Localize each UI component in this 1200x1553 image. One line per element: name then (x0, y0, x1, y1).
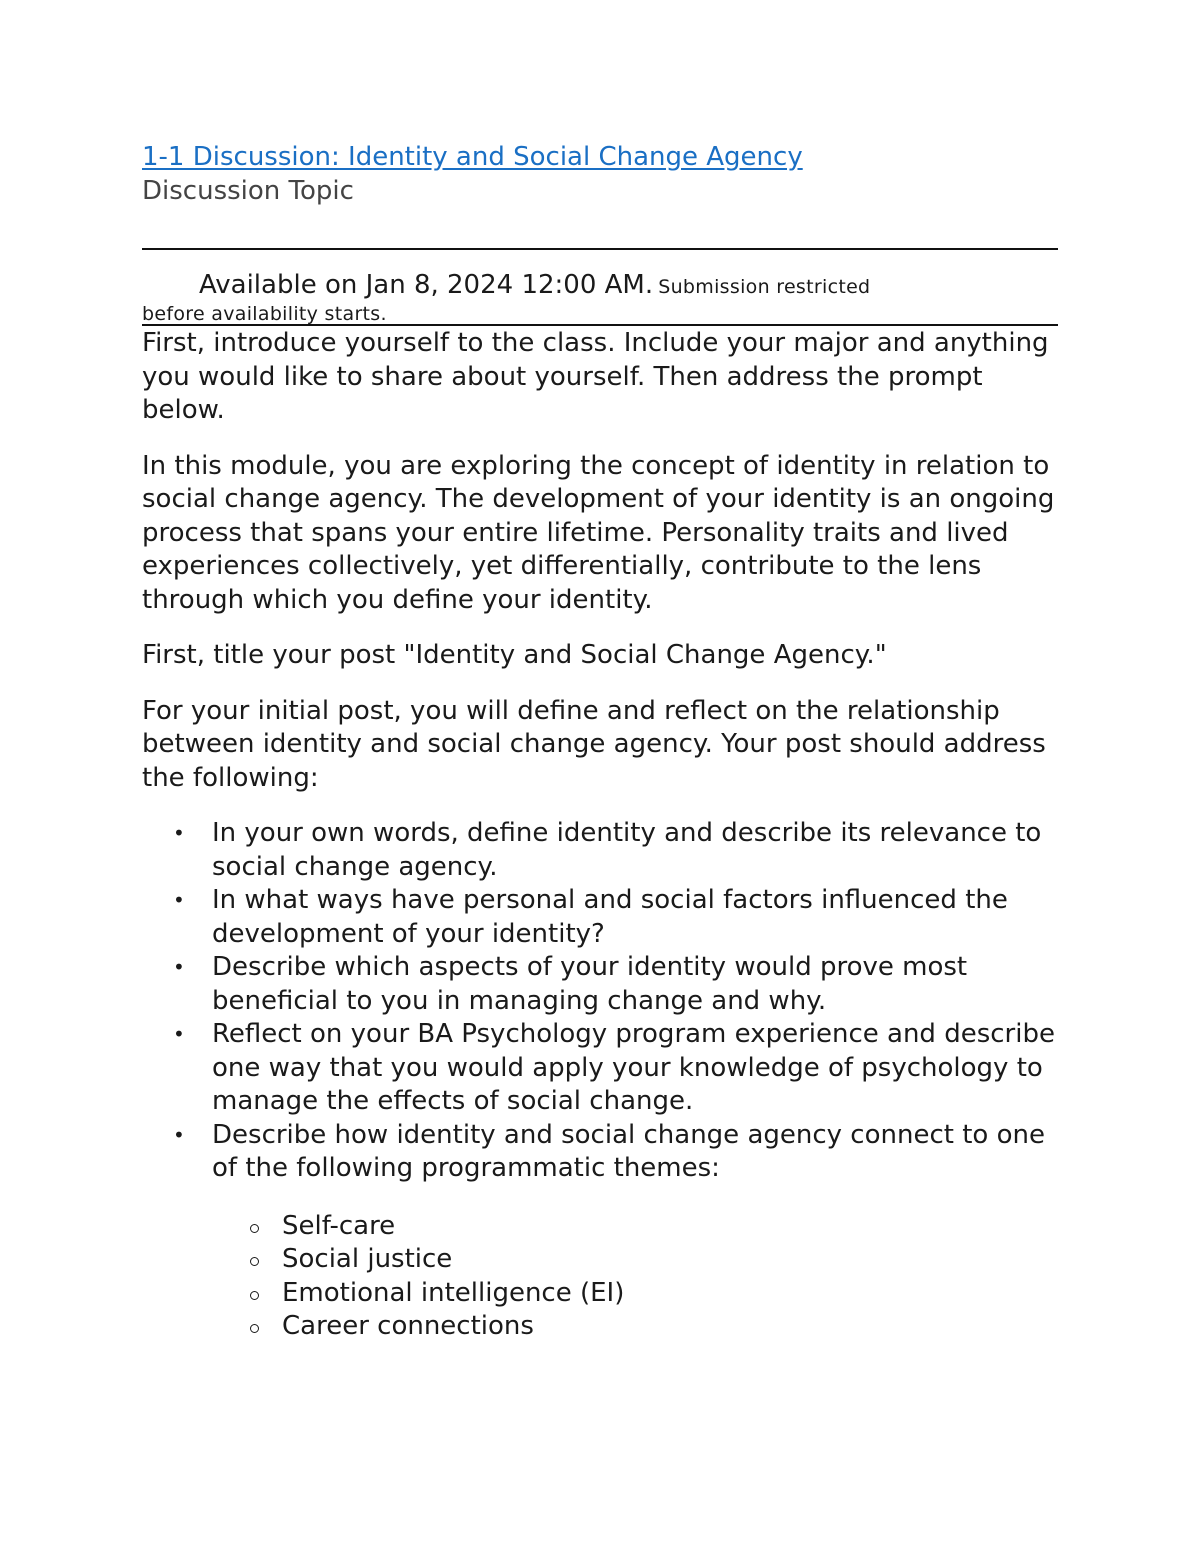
list-item-text: In your own words, define identity and describe its relevance to social change agency. (212, 818, 1042, 882)
bullet-icon: • (173, 1122, 185, 1147)
top-divider (142, 248, 1058, 250)
circle-bullet-icon (250, 1257, 259, 1266)
list-item-text: Describe how identity and social change agency connect to one of the following programmatic themes: (212, 1119, 1045, 1183)
list-item (142, 1310, 1058, 1344)
list-item-text: Reflect on your BA Psychology program experience and describe one way that you would apply your knowledge of psychology to manage the effects of social change. (212, 1019, 1055, 1116)
list-item (142, 1210, 1058, 1244)
circle-bullet-icon (250, 1324, 259, 1333)
circle-bullet-icon (250, 1224, 259, 1233)
intro-paragraph: First, introduce yourself to the class. Include your major and anything you would like to share about yourself. Then address the prompt below. (142, 328, 1049, 425)
bullet-icon: • (173, 888, 185, 912)
list-item (142, 1119, 1058, 1186)
discussion-subtitle: Discussion Topic (142, 176, 354, 206)
list-item-text: In what ways have personal and social factors influenced the development of your identity? (212, 885, 1008, 949)
list-item (142, 1018, 1058, 1119)
module-paragraph: In this module, you are exploring the concept of identity in relation to social change agency. The development of your identity is an ongoing process that spans your entire lifetime. Personality traits and lived experiences collectively, yet differentially, contribute to the lens through which you define your identity. (142, 450, 1055, 615)
list-item (142, 1243, 1058, 1277)
list-item-text: Describe which aspects of your identity would prove most beneficial to you in managing change and why. (212, 952, 968, 1016)
list-item (142, 1277, 1058, 1311)
availability-date: Available on Jan 8, 2024 12:00 AM. (199, 270, 654, 300)
bullet-icon: • (173, 821, 185, 845)
discussion-title-link[interactable]: 1-1 Discussion: Identity and Social Change Agency (142, 142, 803, 172)
list-item (142, 951, 1058, 1018)
title-instruction-paragraph: First, title your post "Identity and Social Change Agency." (142, 640, 887, 670)
document-page (142, 140, 1058, 1344)
circle-bullet-icon (250, 1291, 259, 1300)
list-item (142, 884, 1058, 951)
availability-notice (142, 270, 1058, 324)
theme-text: Emotional intelligence (EI) (282, 1277, 625, 1308)
theme-text: Self-care (282, 1210, 396, 1241)
themes-sub-list (142, 1210, 1058, 1344)
list-item (142, 817, 1058, 884)
bullet-icon: • (173, 1022, 185, 1046)
availability-note: Submission restricted (658, 276, 871, 298)
prompt-bullet-list (142, 817, 1058, 1186)
bullet-icon: • (173, 955, 185, 979)
initial-post-paragraph: For your initial post, you will define and reflect on the relationship between identity and social change agency. Your post should address the following: (142, 695, 1046, 793)
availability-note-continued: before availability starts. (142, 303, 387, 325)
theme-text: Career connections (282, 1311, 534, 1341)
theme-text: Social justice (282, 1244, 453, 1274)
